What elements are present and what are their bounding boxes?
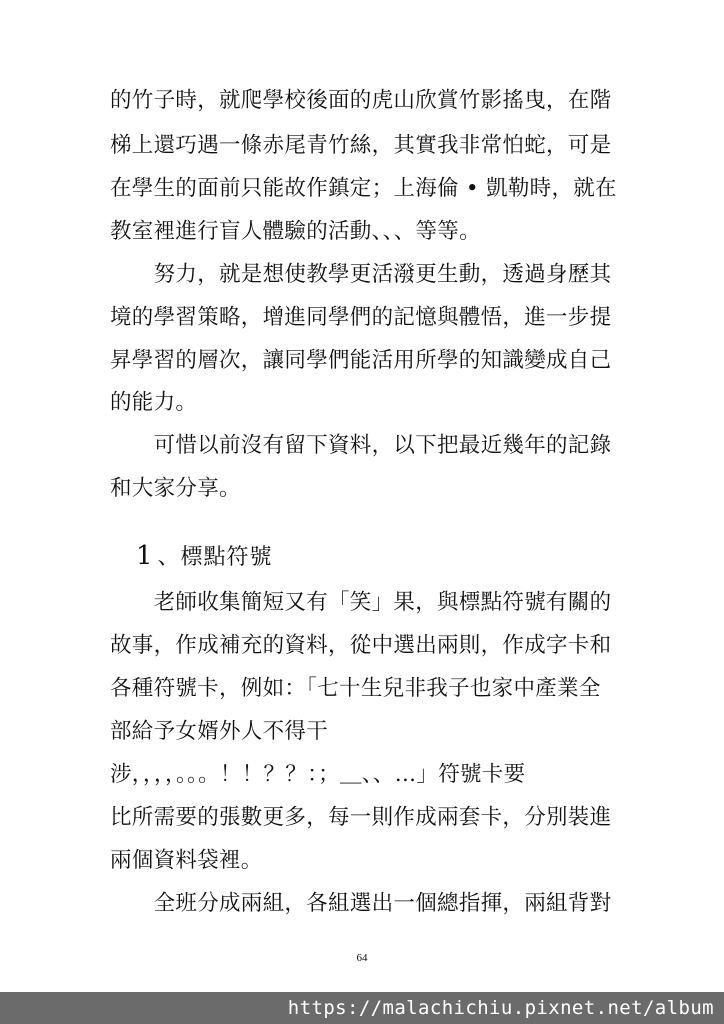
text-line: 涉，，，，。。。！！？？：；＿、、…」符號卡要 [110,762,526,787]
page-number: 64 [356,952,368,964]
text-line: 兩個資料袋裡。 [110,848,263,873]
text-line: 境的學習策略，增進同學們的記憶與體悟，進一步提 [110,305,612,330]
watermark-url: https://malachichiu.pixnet.net/album [287,997,714,1019]
text-line: 部給予女婿外人不得干 [110,719,329,744]
text-line: 的能力。 [110,390,198,415]
text-line: 全班分成兩組，各組選出一個總指揮，兩組背對 [110,891,612,916]
text-line: 昇學習的層次，讓同學們能活用所學的知識變成自己 [110,348,612,373]
text-line: 的竹子時，就爬學校後面的虎山欣賞竹影搖曳，在階 [110,88,612,113]
text-line: 和大家分享。 [110,476,241,501]
text-line: 老師收集簡短又有「笑」果，與標點符號有關的 [110,590,612,615]
text-line: 故事，作成補充的資料，從中選出兩則，作成字卡和 [110,633,612,658]
text-line: 比所需要的張數更多，每一則作成兩套卡，分別裝進 [110,805,612,830]
watermark-bar [0,992,724,1024]
section-number: 1 [136,541,154,571]
text-line: 可惜以前沒有留下資料，以下把最近幾年的記錄 [110,433,612,458]
section-title: 、標點符號 [157,545,273,570]
text-line: 各種符號卡，例如：「七十生兒非我子也家中產業全 [110,676,601,701]
text-line: 努力，就是想使教學更活潑更生動，透過身歷其 [110,262,612,287]
section-heading [136,543,273,569]
text-line: 在學生的面前只能故作鎮定；上海倫 • 凱勒時，就在 [110,176,617,201]
text-line: 教室裡進行盲人體驗的活動、、、等等。 [110,219,481,244]
text-line: 梯上還巧遇一條赤尾青竹絲，其實我非常怕蛇，可是 [110,133,612,158]
